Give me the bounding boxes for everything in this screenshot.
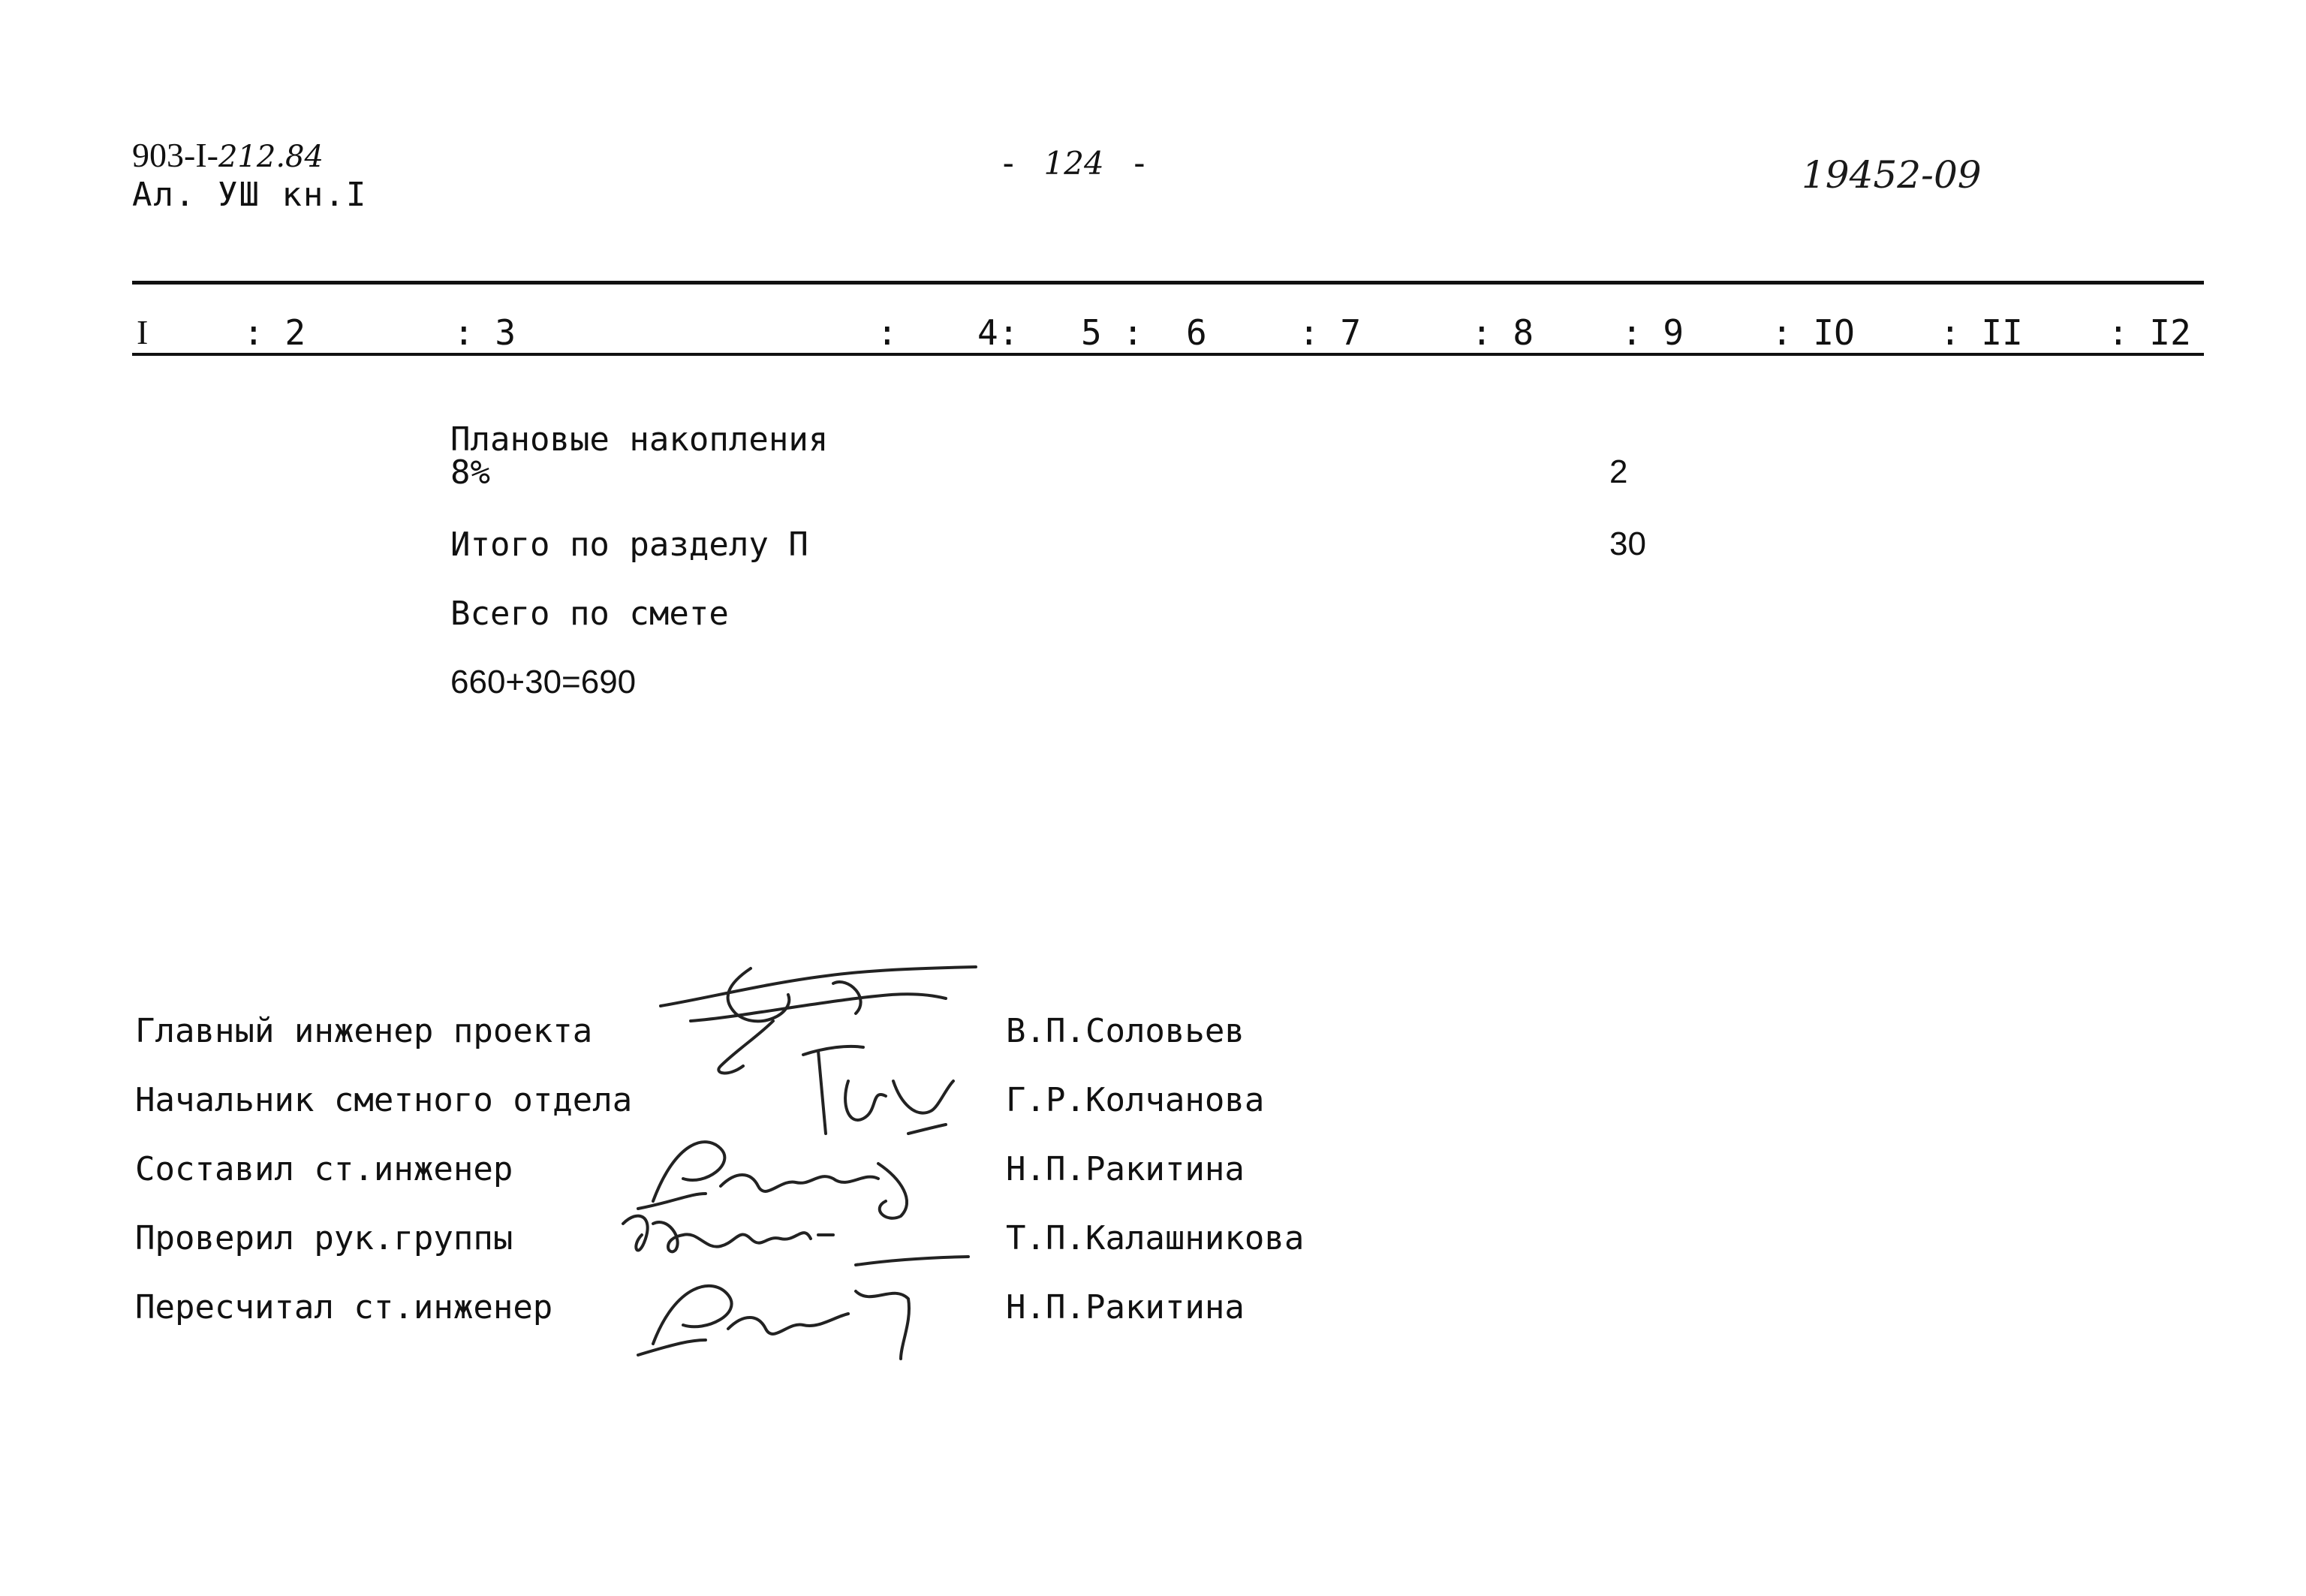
signatory-name: В.П.Соловьев — [1006, 1012, 1245, 1050]
table-top-rule — [132, 281, 2204, 285]
row-label: Плановые накопления — [450, 420, 829, 459]
total-formula: 660+30=690 — [450, 664, 637, 700]
project-code-prefix: 903-I- — [132, 136, 218, 174]
row-label: Всего по смете — [450, 595, 729, 633]
column-number: : II — [1940, 312, 2023, 353]
row-label: Итого по разделу П — [450, 525, 808, 564]
signatory-name: Т.П.Калашникова — [1006, 1219, 1305, 1257]
signature-role: Главный инженер проекта — [135, 1012, 593, 1050]
signatory-name: Н.П.Ракитина — [1006, 1150, 1245, 1188]
project-code — [132, 135, 324, 175]
page-dash-right: - — [1129, 144, 1150, 182]
signature-role: Составил ст.инженер — [135, 1150, 513, 1188]
column-number: : 9 — [1621, 312, 1684, 353]
page-number — [998, 144, 1149, 182]
signature-role: Проверил рук.группы — [135, 1219, 513, 1257]
column-number: : — [877, 312, 898, 353]
signature-role: Начальник сметного отдела — [135, 1081, 633, 1119]
column-number: : 7 — [1299, 312, 1362, 353]
column-number: 4: — [977, 312, 1019, 353]
column-number: : 8 — [1471, 312, 1534, 353]
page-dash-left: - — [998, 144, 1019, 182]
column-number: 6 — [1186, 312, 1207, 353]
signatory-name: Г.Р.Колчанова — [1006, 1081, 1265, 1119]
row-value: 30 — [1609, 525, 1646, 562]
column-number: : 3 — [453, 312, 516, 353]
signature-scribble-recalculator — [631, 1261, 946, 1366]
row-value: 2 — [1609, 453, 1628, 490]
signature-role: Пересчитал ст.инженер — [135, 1288, 553, 1326]
column-number: I — [137, 313, 149, 351]
column-number: : I2 — [2108, 312, 2191, 353]
row-label-percent: 8% — [450, 453, 490, 492]
signatory-name: Н.П.Ракитина — [1006, 1288, 1245, 1326]
column-number: : 2 — [243, 312, 306, 353]
document-number: 19452-09 — [1802, 153, 1982, 197]
album-label: Ал. УШ кн.I — [132, 176, 368, 214]
project-code-handwritten: 212.84 — [218, 140, 324, 174]
column-number: 5 : — [1081, 312, 1144, 353]
column-number: : IO — [1772, 312, 1855, 353]
page-number-value: 124 — [1043, 145, 1104, 182]
table-header-rule — [132, 353, 2204, 356]
